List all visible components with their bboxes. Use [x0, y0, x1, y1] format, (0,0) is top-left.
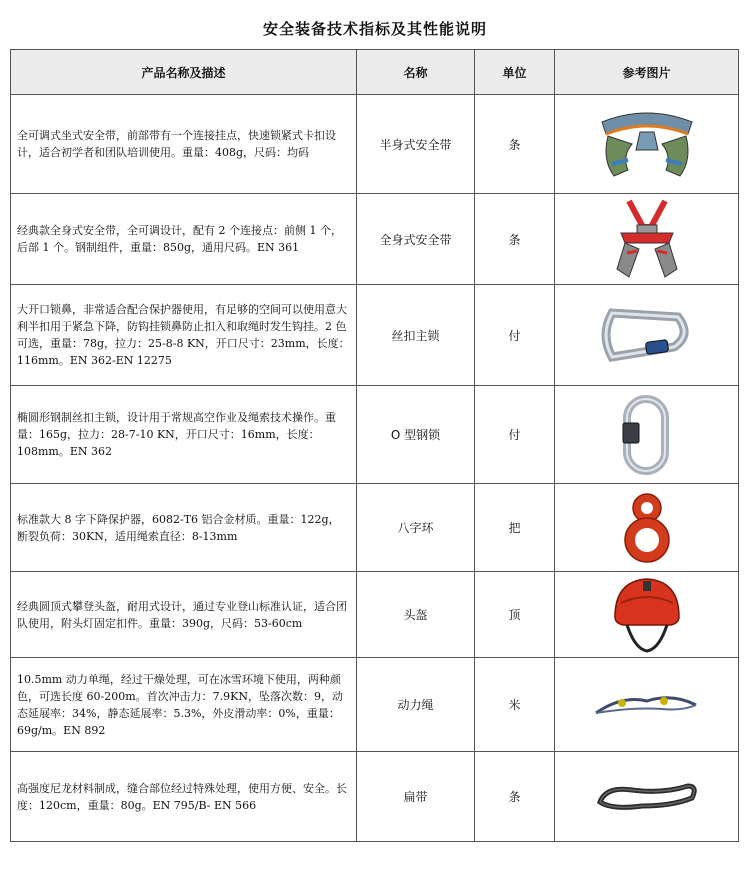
table-row [11, 658, 739, 752]
table-row [11, 484, 739, 572]
oval-steel-carabiner-icon [617, 393, 677, 477]
row-name: 全身式安全带 [357, 194, 475, 285]
table-row [11, 285, 739, 386]
row-unit: 把 [475, 484, 555, 572]
header-unit: 单位 [475, 50, 555, 95]
row-unit: 付 [475, 386, 555, 484]
header-desc: 产品名称及描述 [11, 50, 357, 95]
row-name: O 型钢锁 [357, 386, 475, 484]
row-name: 扁带 [357, 752, 475, 842]
row-unit: 条 [475, 95, 555, 194]
row-description: 经典款全身式安全带，全可调设计，配有 2 个连接点：前侧 1 个，后部 1 个。钢制组件，重量：850g，通用尺码。EN 361 [11, 194, 357, 285]
row-unit: 付 [475, 285, 555, 386]
table-row [11, 194, 739, 285]
row-description: 经典圆顶式攀登头盔，耐用式设计，通过专业登山标准认证，适合团队使用，附头灯固定扣件。重量：390g，尺码：53-60cm [11, 572, 357, 658]
row-name: 丝扣主锁 [357, 285, 475, 386]
table-row [11, 95, 739, 194]
row-description: 椭圆形钢制丝扣主锁，设计用于常规高空作业及绳索技术操作。重量：165g，拉力：28-7-10 KN，开口尺寸：16mm，长度：108mm。EN 362 [11, 386, 357, 484]
row-unit: 米 [475, 658, 555, 752]
sling-webbing-icon [592, 772, 702, 822]
row-description: 大开口锁鼻，非常适合配合保护器使用，有足够的空间可以使用意大利半扣用于紧急下降，防钩挂锁鼻防止扣入和取绳时发生钩挂。2 色可选，重量：78g，拉力：25-8-8 KN，开口尺寸：23mm，长度：116mm。EN 362-EN 12275 [11, 285, 357, 386]
row-unit: 条 [475, 752, 555, 842]
table-header-row [11, 50, 739, 95]
full-body-harness-icon [607, 197, 687, 281]
equipment-table [10, 49, 739, 842]
dynamic-rope-icon [592, 685, 702, 725]
row-description: 全可调式坐式安全带，前部带有一个连接挂点，快速锁紧式卡扣设计，适合初学者和团队培训使用。重量：408g，尺码：均码 [11, 95, 357, 194]
row-description: 10.5mm 动力单绳，经过干燥处理，可在冰雪环境下使用，两种颜色，可选长度 60-200m。首次冲击力：7.9KN，坠落次数：9，动态延展率：34%，静态延展率：5.3%，外皮滑动率：0%，重量：69g/m。EN 892 [11, 658, 357, 752]
table-row [11, 752, 739, 842]
screwgate-carabiner-icon [592, 303, 702, 367]
climbing-helmet-icon [605, 573, 689, 657]
row-name: 动力绳 [357, 658, 475, 752]
header-image: 参考图片 [555, 50, 739, 95]
row-name: 八字环 [357, 484, 475, 572]
sit-harness-icon [592, 104, 702, 184]
row-name: 头盔 [357, 572, 475, 658]
figure-eight-descender-icon [617, 488, 677, 568]
row-description: 高强度尼龙材料制成，缝合部位经过特殊处理，使用方便、安全。长度：120cm，重量：80g。EN 795/B- EN 566 [11, 752, 357, 842]
row-description: 标准款大 8 字下降保护器，6082-T6 铝合金材质。重量：122g，断裂负荷：30KN，适用绳索直径：8-13mm [11, 484, 357, 572]
row-unit: 顶 [475, 572, 555, 658]
row-name: 半身式安全带 [357, 95, 475, 194]
table-row [11, 572, 739, 658]
header-name: 名称 [357, 50, 475, 95]
table-row [11, 386, 739, 484]
row-unit: 条 [475, 194, 555, 285]
page-title: 安全装备技术指标及其性能说明 [262, 20, 487, 38]
